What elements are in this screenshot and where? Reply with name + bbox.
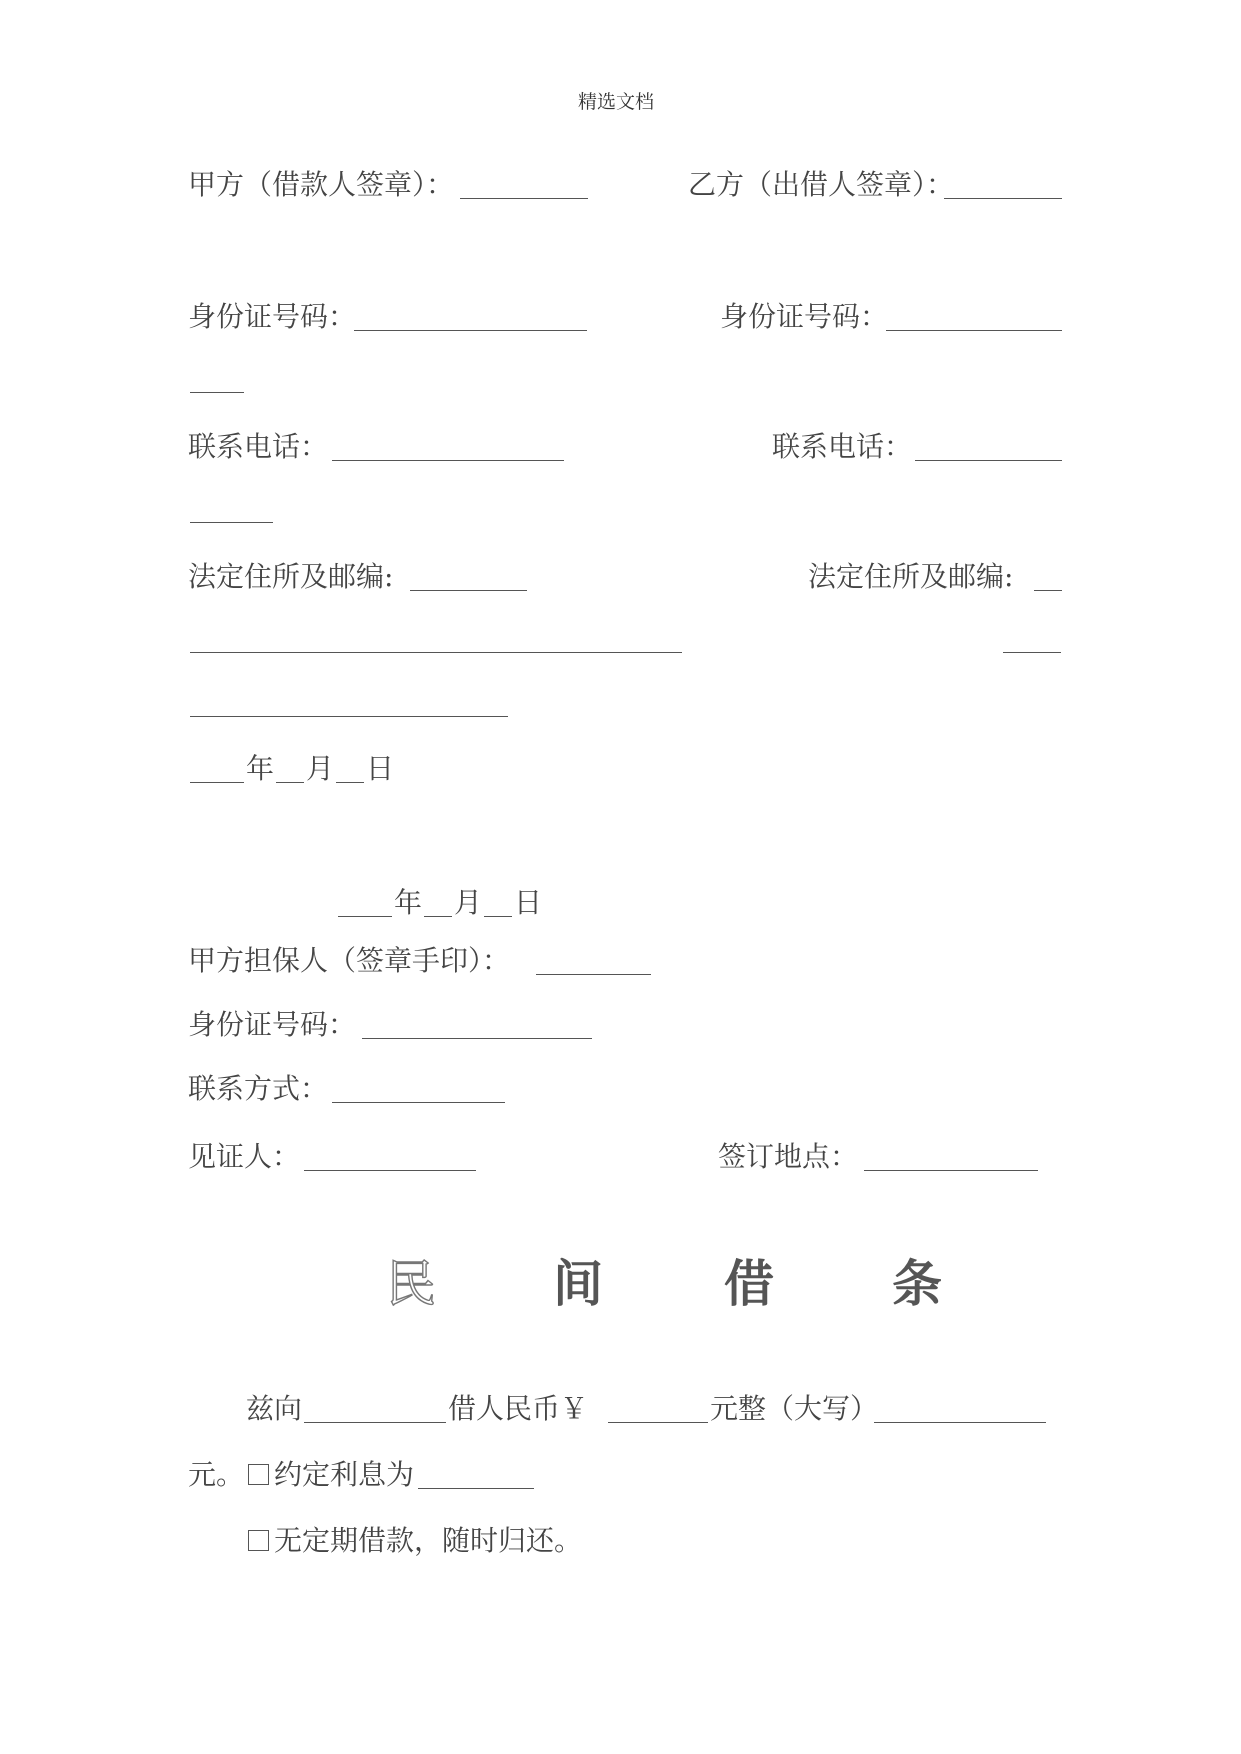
party-a-address-line[interactable] [410, 590, 527, 591]
date-day-line[interactable] [336, 782, 364, 783]
date-year-label: 年 [246, 752, 275, 785]
witness-line[interactable] [304, 1170, 476, 1171]
date-month-line[interactable] [424, 916, 452, 917]
party-b-address-line-continued-2[interactable] [190, 716, 508, 717]
guarantor-contact-label: 联系方式： [188, 1072, 329, 1105]
iou-title-char-4: 条 [892, 1254, 942, 1313]
amount-figures-line[interactable] [608, 1422, 708, 1423]
amount-words-line[interactable] [874, 1422, 1046, 1423]
date-year-label: 年 [394, 886, 423, 919]
party-b-address-line-continued[interactable] [1003, 652, 1061, 653]
party-b-signature-label: 乙方（出借人签章）： [688, 168, 955, 201]
date-year-line[interactable] [338, 916, 392, 917]
lender-name-line[interactable] [304, 1422, 446, 1423]
interest-rate-line[interactable] [418, 1488, 534, 1489]
party-a-address-line-continued[interactable] [190, 652, 682, 653]
party-b-phone-line[interactable] [915, 460, 1062, 461]
signing-place-line[interactable] [864, 1170, 1038, 1171]
iou-line1-prefix: 兹向 [246, 1392, 303, 1425]
party-b-phone-label: 联系电话： [772, 430, 913, 463]
party-b-phone-line-continued[interactable] [190, 522, 273, 523]
date-month-label: 月 [454, 886, 483, 919]
date-day-label: 日 [366, 752, 395, 785]
party-a-address-label: 法定住所及邮编: [188, 560, 394, 593]
party-a-signature-line[interactable] [460, 198, 588, 199]
party-b-id-label: 身份证号码： [720, 300, 889, 333]
iou-line2-prefix: 元。 [188, 1458, 245, 1491]
date-day-line[interactable] [484, 916, 512, 917]
witness-label: 见证人： [188, 1140, 301, 1173]
party-b-address-label: 法定住所及邮编: [808, 560, 1014, 593]
date-year-line[interactable] [190, 782, 244, 783]
guarantor-contact-line[interactable] [332, 1102, 505, 1103]
party-b-signature-line[interactable] [944, 198, 1062, 199]
guarantor-signature-line[interactable] [536, 974, 651, 975]
signing-place-label: 签订地点： [718, 1140, 859, 1173]
party-b-id-line-continued[interactable] [190, 392, 244, 393]
no-term-option-label: 无定期借款，随时归还。 [274, 1524, 583, 1557]
date-month-label: 月 [306, 752, 335, 785]
interest-option-label: 约定利息为 [274, 1458, 415, 1491]
guarantor-label: 甲方担保人（签章手印）： [188, 944, 511, 977]
party-a-id-label: 身份证号码： [188, 300, 357, 333]
party-a-id-line[interactable] [354, 330, 587, 331]
iou-line1-borrow-label: 借人民币￥ [448, 1392, 589, 1425]
guarantor-id-line[interactable] [362, 1038, 592, 1039]
no-term-checkbox[interactable] [248, 1530, 272, 1553]
iou-title-char-1: 民 [386, 1255, 436, 1313]
checkbox-icon[interactable] [248, 1530, 269, 1551]
iou-title-char-2: 间 [553, 1254, 603, 1313]
interest-checkbox[interactable] [248, 1464, 272, 1487]
party-a-phone-line[interactable] [332, 460, 564, 461]
party-b-address-line[interactable] [1034, 590, 1062, 591]
party-a-signature-label: 甲方（借款人签章）： [188, 168, 455, 201]
guarantor-id-label: 身份证号码： [188, 1008, 357, 1041]
page-header: 精选文档 [578, 91, 655, 113]
date-month-line[interactable] [276, 782, 304, 783]
iou-title-char-3: 借 [724, 1254, 774, 1313]
party-a-phone-label: 联系电话： [188, 430, 329, 463]
date-day-label: 日 [514, 886, 543, 919]
checkbox-icon[interactable] [248, 1464, 269, 1485]
party-b-id-line[interactable] [886, 330, 1062, 331]
iou-line1-amount-words-label: 元整（大写） [710, 1392, 879, 1425]
